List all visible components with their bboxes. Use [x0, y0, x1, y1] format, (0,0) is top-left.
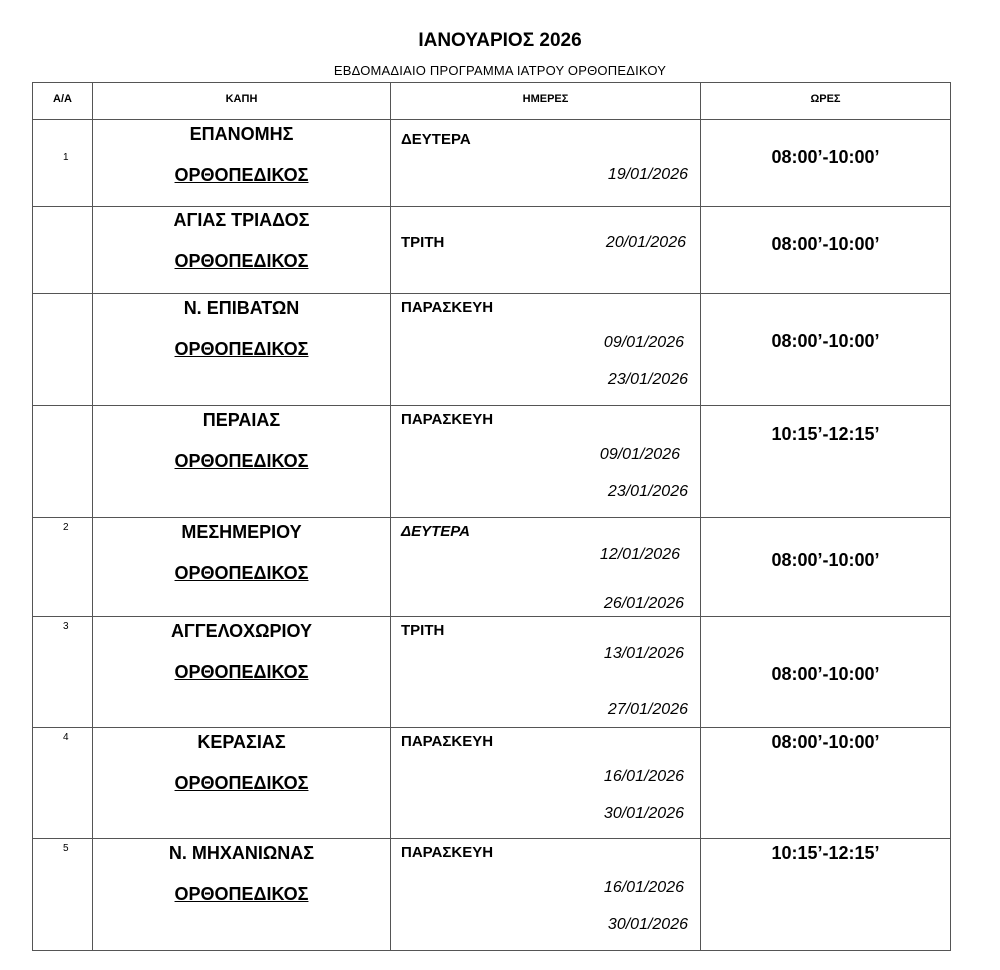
date: 19/01/2026	[607, 166, 688, 183]
days-cell	[391, 518, 701, 617]
date: 30/01/2026	[603, 805, 684, 822]
row-number	[33, 207, 93, 294]
hours-cell	[701, 406, 951, 518]
hours-text: 08:00’-10:00’	[771, 732, 880, 752]
table-row	[33, 728, 951, 839]
header-kapi	[93, 83, 391, 120]
hours-cell	[701, 728, 951, 839]
day-name: ΔΕΥΤΕΡΑ	[401, 523, 470, 540]
kapi-cell	[93, 207, 391, 294]
day-name: ΠΑΡΑΣΚΕΥΗ	[401, 299, 494, 316]
kapi-name: ΑΓΙΑΣ ΤΡΙΑΔΟΣ	[173, 210, 310, 230]
table-row	[33, 518, 951, 617]
header-hours	[701, 83, 951, 120]
hours-text: 10:15’-12:15’	[771, 424, 880, 444]
days-cell	[391, 839, 701, 951]
row-number	[33, 294, 93, 406]
date: 12/01/2026	[599, 546, 680, 563]
date: 20/01/2026	[605, 234, 686, 251]
kapi-cell	[93, 518, 391, 617]
kapi-cell	[93, 728, 391, 839]
row-number-text	[63, 207, 92, 221]
date: 23/01/2026	[607, 371, 688, 388]
table-row	[33, 207, 951, 294]
hours-text: 08:00’-10:00’	[771, 331, 880, 351]
row-number	[33, 839, 93, 951]
table-row	[33, 294, 951, 406]
days-cell	[391, 617, 701, 728]
kapi-name: Ν. ΕΠΙΒΑΤΩΝ	[183, 298, 300, 318]
table-row	[33, 406, 951, 518]
kapi-specialty: ΟΡΘΟΠΕΔΙΚΟΣ	[174, 884, 309, 904]
date: 27/01/2026	[607, 701, 688, 718]
row-number-text: 2	[63, 522, 69, 533]
kapi-cell	[93, 617, 391, 728]
date: 23/01/2026	[607, 483, 688, 500]
hours-cell	[701, 839, 951, 951]
kapi-cell	[93, 120, 391, 207]
days-cell	[391, 728, 701, 839]
date: 13/01/2026	[603, 645, 684, 662]
kapi-name: ΑΓΓΕΛΟΧΩΡΙΟΥ	[170, 621, 313, 641]
row-number-text	[63, 294, 92, 308]
day-name: ΠΑΡΑΣΚΕΥΗ	[401, 733, 494, 750]
kapi-name: ΠΕΡΑΙΑΣ	[202, 410, 281, 430]
days-cell	[391, 294, 701, 406]
day-name: ΠΑΡΑΣΚΕΥΗ	[401, 844, 494, 861]
day-name: ΔΕΥΤΕΡΑ	[401, 131, 471, 148]
table-row	[33, 617, 951, 728]
day-name: ΤΡΙΤΗ	[401, 622, 445, 639]
row-number-text: 1	[63, 152, 69, 163]
table-row	[33, 839, 951, 951]
kapi-specialty: ΟΡΘΟΠΕΔΙΚΟΣ	[174, 563, 309, 583]
header-days-label: ΗΜΕΡΕΣ	[522, 93, 569, 105]
table-header-row	[33, 83, 951, 120]
kapi-name: ΚΕΡΑΣΙΑΣ	[197, 732, 286, 752]
kapi-name: ΕΠΑΝΟΜΗΣ	[189, 124, 294, 144]
header-aa-label: Α/Α	[53, 93, 72, 105]
date: 16/01/2026	[603, 768, 684, 785]
kapi-specialty: ΟΡΘΟΠΕΔΙΚΟΣ	[174, 451, 309, 471]
page-title: ΙΑΝΟΥΑΡΙΟΣ 2026	[418, 30, 582, 51]
hours-text: 08:00’-10:00’	[771, 147, 880, 167]
header-aa	[33, 83, 93, 120]
row-number	[33, 120, 93, 207]
hours-text: 08:00’-10:00’	[771, 550, 880, 570]
date: 26/01/2026	[603, 595, 684, 612]
date: 30/01/2026	[607, 916, 688, 933]
header-days	[391, 83, 701, 120]
hours-cell	[701, 518, 951, 617]
table-row	[33, 120, 951, 207]
kapi-cell	[93, 406, 391, 518]
kapi-specialty: ΟΡΘΟΠΕΔΙΚΟΣ	[174, 662, 309, 682]
kapi-specialty: ΟΡΘΟΠΕΔΙΚΟΣ	[174, 339, 309, 359]
day-name: ΤΡΙΤΗ	[401, 234, 445, 251]
row-number	[33, 518, 93, 617]
schedule-table	[32, 82, 951, 951]
row-number-text	[63, 406, 92, 420]
kapi-cell	[93, 839, 391, 951]
date: 09/01/2026	[603, 334, 684, 351]
kapi-specialty: ΟΡΘΟΠΕΔΙΚΟΣ	[174, 165, 309, 185]
header-hours-label: ΩΡΕΣ	[810, 93, 841, 105]
hours-text: 10:15’-12:15’	[771, 843, 880, 863]
row-number-text: 4	[63, 732, 69, 743]
date: 16/01/2026	[603, 879, 684, 896]
kapi-name: ΜΕΣΗΜΕΡΙΟΥ	[181, 522, 302, 542]
kapi-name: Ν. ΜΗΧΑΝΙΩΝΑΣ	[168, 843, 315, 863]
hours-cell	[701, 120, 951, 207]
day-name: ΠΑΡΑΣΚΕΥΗ	[401, 411, 494, 428]
kapi-specialty: ΟΡΘΟΠΕΔΙΚΟΣ	[174, 773, 309, 793]
row-number	[33, 728, 93, 839]
row-number-text: 5	[63, 843, 69, 854]
kapi-specialty: ΟΡΘΟΠΕΔΙΚΟΣ	[174, 251, 309, 271]
hours-cell	[701, 294, 951, 406]
row-number	[33, 406, 93, 518]
days-cell	[391, 406, 701, 518]
days-cell	[391, 207, 701, 294]
hours-text: 08:00’-10:00’	[771, 234, 880, 254]
row-number	[33, 617, 93, 728]
date: 09/01/2026	[599, 446, 680, 463]
days-cell	[391, 120, 701, 207]
header-kapi-label: ΚΑΠΗ	[225, 93, 258, 105]
page-subtitle: ΕΒΔΟΜΑΔΙΑΙΟ ΠΡΟΓΡΑΜΜΑ ΙΑΤΡΟΥ ΟΡΘΟΠΕΔΙΚΟΥ	[333, 63, 667, 78]
hours-cell	[701, 617, 951, 728]
hours-text: 08:00’-10:00’	[771, 664, 880, 684]
kapi-cell	[93, 294, 391, 406]
row-number-text: 3	[63, 621, 69, 632]
hours-cell	[701, 207, 951, 294]
